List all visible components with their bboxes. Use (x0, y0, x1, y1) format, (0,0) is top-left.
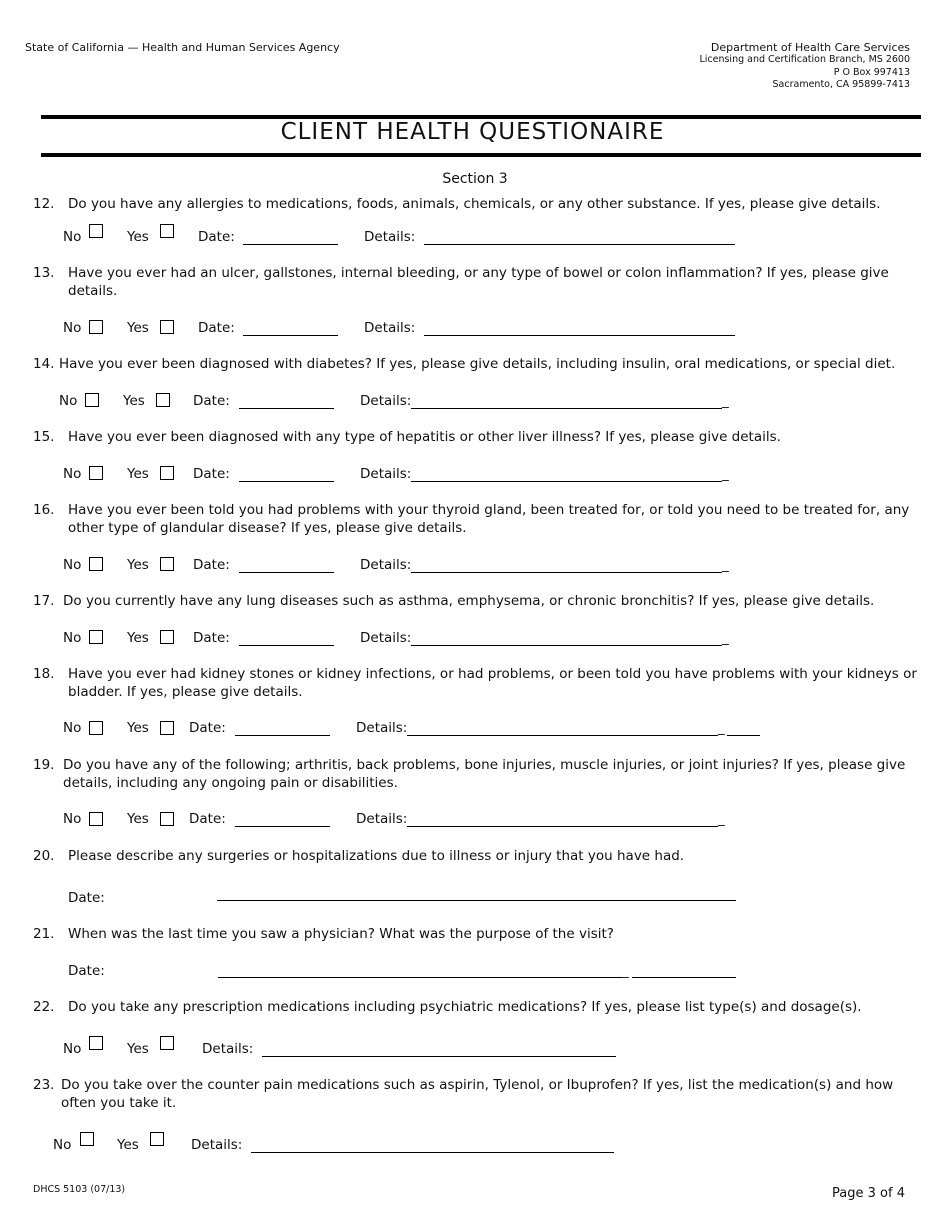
q17-details-field[interactable] (411, 645, 722, 646)
question-17 (33, 592, 913, 612)
yes-label: Yes (127, 320, 149, 336)
question-text: Have you ever had kidney stones or kidney infections, or had problems, or been told you have problems with your kidneys or bladder. If yes, please give details. (68, 666, 917, 700)
question-text: Do you have any allergies to medications, foods, animals, chemicals, or any other substance. If yes, please give details. (68, 196, 881, 212)
question-text: Do you currently have any lung diseases such as asthma, emphysema, or chronic bronchitis? If yes, please give details. (63, 593, 875, 609)
trailing-underscore: _ (718, 720, 725, 736)
q15-details-field[interactable] (411, 481, 722, 482)
details-label: Details: (360, 630, 412, 646)
question-20 (33, 847, 913, 867)
question-text: When was the last time you saw a physician? What was the purpose of the visit? (68, 926, 614, 942)
question-13 (33, 264, 913, 304)
q18-no-checkbox[interactable] (89, 721, 103, 735)
no-label: No (63, 1041, 82, 1057)
question-18 (33, 665, 917, 705)
yes-label: Yes (127, 811, 149, 827)
q16-date-field[interactable] (239, 572, 334, 573)
yes-label: Yes (127, 1041, 149, 1057)
trailing-underscore: _ (722, 393, 729, 409)
no-label: No (63, 466, 82, 482)
trailing-underscore: _ (622, 963, 629, 979)
q12-details-field[interactable] (424, 244, 735, 245)
department-address (699, 41, 910, 92)
no-label: No (53, 1137, 72, 1153)
question-text: Do you take any prescription medications including psychiatric medications? If yes, please list type(s) and dosage(s). (68, 999, 862, 1015)
question-number: 23. (33, 1077, 55, 1093)
question-23 (33, 1076, 913, 1116)
no-label: No (63, 229, 82, 245)
no-label: No (63, 720, 82, 736)
form-title: CLIENT HEALTH QUESTIONAIRE (280, 119, 665, 145)
city: Sacramento, CA 95899-7413 (772, 79, 910, 90)
page-number: Page 3 of 4 (832, 1186, 905, 1201)
q19-details-field[interactable] (407, 826, 718, 827)
q22-yes-checkbox[interactable] (160, 1036, 174, 1050)
title-rule-bottom (41, 153, 921, 157)
q13-no-checkbox[interactable] (89, 320, 103, 334)
details-label: Details: (360, 466, 412, 482)
details-label: Details: (356, 811, 408, 827)
q18-date-field[interactable] (235, 735, 330, 736)
question-number: 20. (33, 848, 55, 864)
form-id: DHCS 5103 (07/13) (33, 1184, 126, 1195)
yes-label: Yes (127, 229, 149, 245)
question-number: 16. (33, 502, 55, 518)
q18-yes-checkbox[interactable] (160, 721, 174, 735)
q17-date-field[interactable] (239, 645, 334, 646)
no-label: No (59, 393, 78, 409)
no-label: No (63, 557, 82, 573)
question-number: 13. (33, 265, 55, 281)
details-label: Details: (360, 557, 412, 573)
q12-no-checkbox[interactable] (89, 224, 103, 238)
q20-date-field[interactable] (217, 900, 736, 901)
q23-no-checkbox[interactable] (80, 1132, 94, 1146)
details-label: Details: (364, 229, 416, 245)
date-label: Date: (193, 393, 230, 409)
yes-label: Yes (123, 393, 145, 409)
details-label: Details: (364, 320, 416, 336)
q15-date-field[interactable] (239, 481, 334, 482)
details-label: Details: (356, 720, 408, 736)
q19-no-checkbox[interactable] (89, 812, 103, 826)
yes-label: Yes (127, 557, 149, 573)
branch: Licensing and Certification Branch, MS 2600 (699, 54, 910, 65)
question-text: Have you ever had an ulcer, gallstones, internal bleeding, or any type of bowel or colon inflammation? If yes, please give details. (68, 265, 889, 299)
q13-details-field[interactable] (424, 335, 735, 336)
q16-details-field[interactable] (411, 572, 722, 573)
yes-label: Yes (127, 466, 149, 482)
question-text: Do you have any of the following; arthritis, back problems, bone injuries, muscle injuries, or joint injuries? If yes, please give details, including any ongoing pain or disabilities. (63, 757, 906, 791)
section-heading: Section 3 (442, 171, 508, 187)
no-label: No (63, 811, 82, 827)
question-text: Do you take over the counter pain medications such as aspirin, Tylenol, or Ibuprofen? If yes, list the medication(s) and how often you take it. (61, 1077, 894, 1111)
question-14 (33, 355, 913, 375)
no-label: No (63, 320, 82, 336)
details-label: Details: (360, 393, 412, 409)
trailing-underscore: _ (722, 630, 729, 646)
question-21 (33, 925, 913, 945)
department-name: Department of Health Care Services (710, 41, 910, 54)
question-number: 22. (33, 999, 55, 1015)
q23-details-field[interactable] (251, 1152, 614, 1153)
date-label: Date: (68, 963, 105, 979)
q15-no-checkbox[interactable] (89, 466, 103, 480)
date-label: Date: (189, 720, 226, 736)
date-label: Date: (193, 557, 230, 573)
q17-no-checkbox[interactable] (89, 630, 103, 644)
q21-purpose-field[interactable] (632, 977, 736, 978)
question-text: Have you ever been diagnosed with diabetes? If yes, please give details, including insulin, oral medications, or special diet. (59, 356, 896, 372)
question-text: Please describe any surgeries or hospitalizations due to illness or injury that you have had. (68, 848, 685, 864)
q18-details-field[interactable] (407, 735, 718, 736)
date-label: Date: (68, 890, 105, 906)
q12-yes-checkbox[interactable] (160, 224, 174, 238)
question-19 (33, 756, 913, 796)
po-box: P O Box 997413 (833, 66, 910, 78)
q21-date-field[interactable] (218, 977, 622, 978)
q14-no-checkbox[interactable] (85, 393, 99, 407)
q18-details-field-extra[interactable] (727, 735, 760, 736)
date-label: Date: (198, 320, 235, 336)
q23-yes-checkbox[interactable] (150, 1132, 164, 1146)
yes-label: Yes (117, 1137, 139, 1153)
date-label: Date: (193, 466, 230, 482)
trailing-underscore: _ (722, 466, 729, 482)
date-label: Date: (193, 630, 230, 646)
q22-no-checkbox[interactable] (89, 1036, 103, 1050)
q13-yes-checkbox[interactable] (160, 320, 174, 334)
q12-date-field[interactable] (243, 244, 338, 245)
q19-date-field[interactable] (235, 826, 330, 827)
q16-no-checkbox[interactable] (89, 557, 103, 571)
question-number: 21. (33, 926, 55, 942)
question-22 (33, 998, 913, 1018)
details-label: Details: (202, 1041, 254, 1057)
question-number: 18. (33, 666, 55, 682)
q19-yes-checkbox[interactable] (160, 812, 174, 826)
question-16 (33, 501, 913, 541)
question-12 (33, 195, 913, 215)
q14-date-field[interactable] (239, 408, 334, 409)
trailing-underscore: _ (718, 811, 725, 827)
q22-details-field[interactable] (262, 1056, 616, 1057)
agency-name: State of California — Health and Human Services Agency (25, 41, 340, 54)
q17-yes-checkbox[interactable] (160, 630, 174, 644)
q16-yes-checkbox[interactable] (160, 557, 174, 571)
question-number: 14. (33, 356, 55, 372)
yes-label: Yes (127, 720, 149, 736)
question-number: 15. (33, 429, 55, 445)
q15-yes-checkbox[interactable] (160, 466, 174, 480)
question-15 (33, 428, 913, 448)
q14-yes-checkbox[interactable] (156, 393, 170, 407)
q13-date-field[interactable] (243, 335, 338, 336)
trailing-underscore: _ (722, 557, 729, 573)
q14-details-field[interactable] (411, 408, 722, 409)
question-number: 19. (33, 757, 55, 773)
question-text: Have you ever been diagnosed with any type of hepatitis or other liver illness? If yes, please give details. (68, 429, 781, 445)
date-label: Date: (198, 229, 235, 245)
question-text: Have you ever been told you had problems with your thyroid gland, been treated for, or told you need to be treated for, any other type of glandular disease? If yes, please give details. (68, 502, 910, 536)
question-number: 12. (33, 196, 55, 212)
no-label: No (63, 630, 82, 646)
date-label: Date: (189, 811, 226, 827)
details-label: Details: (191, 1137, 243, 1153)
question-number: 17. (33, 593, 55, 609)
yes-label: Yes (127, 630, 149, 646)
